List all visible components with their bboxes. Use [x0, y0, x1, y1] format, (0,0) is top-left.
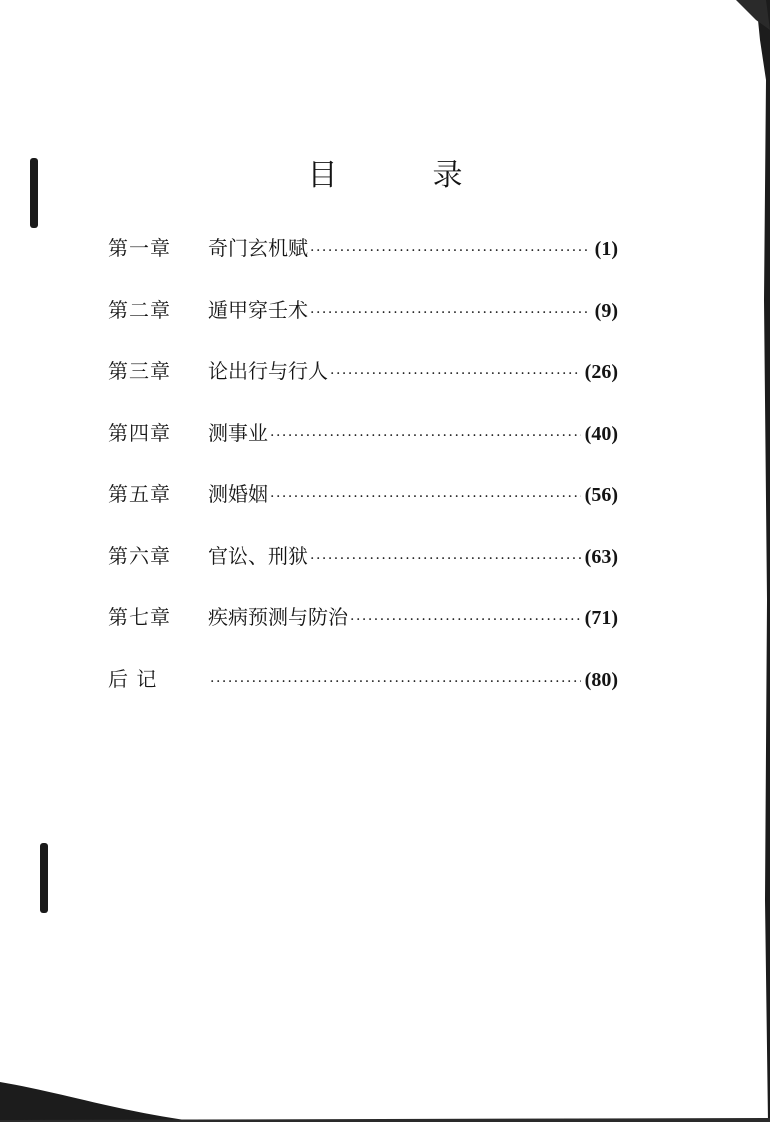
- table-of-contents: [108, 232, 618, 724]
- toc-title: 测事业: [208, 420, 268, 445]
- dot-leader: [350, 612, 581, 628]
- toc-chapter: 第六章: [108, 543, 171, 568]
- dot-leader: [270, 489, 581, 505]
- toc-entry[interactable]: [108, 540, 618, 602]
- scan-corner-shadow: [0, 1062, 770, 1122]
- title-char: 录: [432, 158, 463, 193]
- dot-leader: [310, 305, 591, 321]
- page-title: [0, 150, 770, 194]
- toc-page-number: (71): [584, 607, 618, 629]
- dot-leader: [270, 428, 581, 444]
- toc-page-number: (26): [584, 361, 618, 383]
- dot-leader: [330, 366, 581, 382]
- toc-entry[interactable]: [108, 601, 618, 663]
- dot-leader: [310, 243, 591, 259]
- toc-title: 奇门玄机赋: [208, 236, 308, 260]
- toc-chapter: 第二章: [108, 297, 171, 322]
- toc-page-number: (1): [594, 238, 618, 260]
- toc-chapter: 第四章: [108, 420, 171, 445]
- toc-page-number: (63): [584, 545, 618, 568]
- toc-title: 遁甲穿壬术: [208, 297, 308, 322]
- title-char: 目: [307, 158, 338, 193]
- dot-leader: [210, 674, 581, 690]
- toc-chapter: 第五章: [108, 482, 171, 506]
- binding-mark: [40, 843, 48, 913]
- toc-chapter: 后 记: [108, 666, 158, 691]
- toc-page-number: (40): [584, 422, 618, 445]
- toc-chapter: 第一章: [108, 236, 171, 260]
- toc-page-number: (9): [594, 299, 618, 322]
- toc-chapter: 第七章: [108, 605, 171, 629]
- toc-title: 官讼、刑狱: [208, 543, 308, 568]
- toc-entry[interactable]: [108, 478, 618, 540]
- toc-entry[interactable]: [108, 232, 618, 294]
- toc-entry[interactable]: [108, 294, 618, 356]
- toc-entry[interactable]: [108, 417, 618, 479]
- toc-page-number: (56): [584, 484, 618, 506]
- toc-page-number: (80): [584, 668, 618, 691]
- toc-chapter: 第三章: [108, 359, 171, 383]
- toc-title: 测婚姻: [208, 482, 268, 506]
- dot-leader: [310, 551, 581, 567]
- toc-entry[interactable]: [108, 663, 618, 725]
- toc-title: 论出行与行人: [208, 359, 328, 383]
- toc-title: 疾病预测与防治: [208, 605, 348, 629]
- toc-entry[interactable]: [108, 355, 618, 417]
